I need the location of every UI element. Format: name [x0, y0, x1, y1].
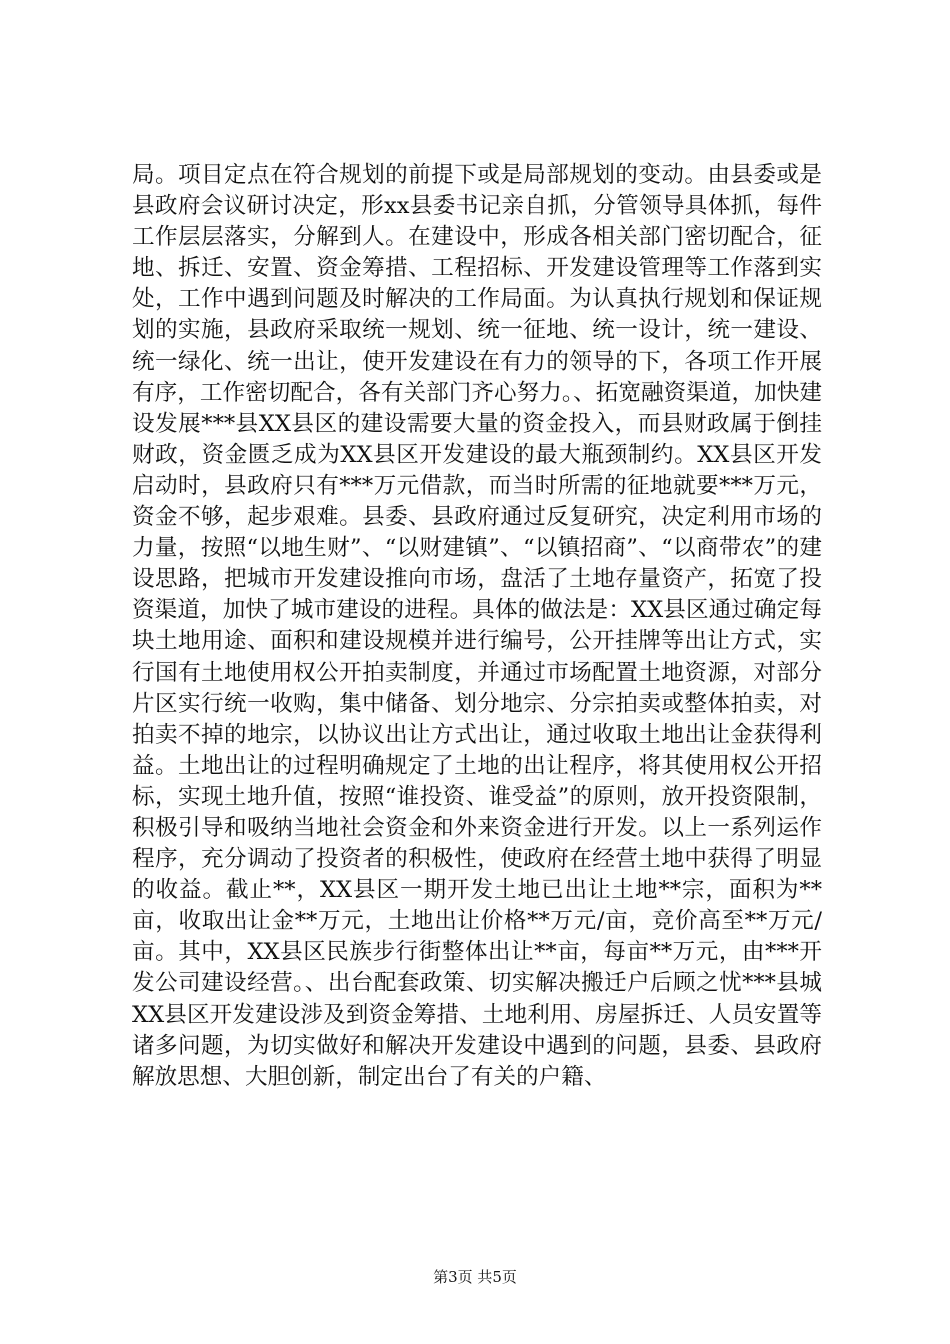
- page-number-footer: 第3页 共5页: [433, 1268, 517, 1286]
- body-paragraph: 局。项目定点在符合规划的前提下或是局部规划的变动。由县委或是县政府会议研讨决定，形xx县委书记亲自抓，分管领导具体抓，每件工作层层落实，分解到人。在建设中，形成各相关部门密切配合，征地、拆迁、安置、资金筹措、工程招标、开发建设管理等工作落到实处，工作中遇到问题及时解决的工作局面。为认真执行规划和保证规划的实施，县政府采取统一规划、统一征地、统一设计，统一建设、统一绿化、统一出让，使开发建设在有力的领导的下，各项工作开展有序，工作密切配合，各有关部门齐心努力。、拓宽融资渠道，加快建设发展***县XX县区的建设需要大量的资金投入，而县财政属于倒挂财政，资金匮乏成为XX县区开发建设的最大瓶颈制约。XX县区开发启动时，县政府只有***万元借款，而当时所需的征地就要***万元，资金不够，起步艰难。县委、县政府通过反复研究，决定利用市场的力量，按照“以地生财”、“以财建镇”、“以镇招商”、“以商带农”的建设思路，把城市开发建设推向市场，盘活了土地存量资产，拓宽了投资渠道，加快了城市建设的进程。具体的做法是：XX县区通过确定每块土地用途、面积和建设规模并进行编号，公开挂牌等出让方式，实行国有土地使用权公开拍卖制度，并通过市场配置土地资源，对部分片区实行统一收购，集中储备、划分地宗、分宗拍卖或整体拍卖，对拍卖不掉的地宗，以协议出让方式出让，通过收取土地出让金获得利益。土地出让的过程明确规定了土地的出让程序，将其使用权公开招标，实现土地升值，按照“谁投资、谁受益”的原则，放开投资限制，积极引导和吸纳当地社会资金和外来资金进行开发。以上一系列运作程序，充分调动了投资者的积极性，使政府在经营土地中获得了明显的收益。截止**，XX县区一期开发土地已出让土地**宗，面积为**亩，收取出让金**万元，土地出让价格**万元/亩，竞价高至**万元/亩。其中，XX县区民族步行街整体出让**亩，每亩**万元，由***开发公司建设经营。、出台配套政策、切实解决搬迁户后顾之忧***县城XX县区开发建设涉及到资金筹措、土地利用、房屋拆迁、人员安置等诸多问题，为切实做好和解决开发建设中遇到的问题，县委、县政府解放思想、大胆创新，制定出台了有关的户籍、: [132, 162, 822, 1090]
